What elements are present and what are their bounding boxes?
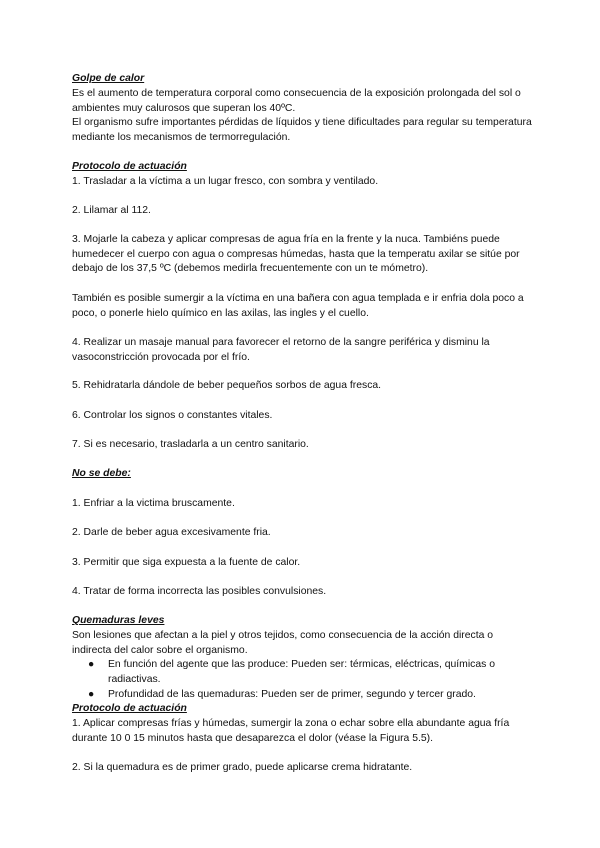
list-item: 2. Darle de beber agua excesivamente fria. xyxy=(72,527,271,538)
list-item: 1. Enfriar a la victima bruscamente. xyxy=(72,498,235,509)
section-heading-protocolo: Protocolo de actuación xyxy=(72,703,187,714)
bullet-icon: ● xyxy=(88,689,95,700)
bullet-text: En función del agente que las produce: Pueden ser: térmicas, eléctricas, químicas o radiactivas. xyxy=(108,659,495,685)
paragraph: Son lesiones que afectan a la piel y otros tejidos, como consecuencia de la acción directa o indirecta del calor sobre el organismo. xyxy=(72,630,494,656)
paragraph: El organismo sufre importantes pérdidas de líquidos y tiene dificultades para regular su temperatura mediante los mecanismos de termorregulación. xyxy=(72,117,532,143)
list-item: 2. Lilamar al 112. xyxy=(72,205,151,216)
list-item: 7. Si es necesario, trasladarla a un centro sanitario. xyxy=(72,439,309,450)
list-item: 6. Controlar los signos o constantes vitales. xyxy=(72,410,273,421)
list-item: 4. Realizar un masaje manual para favorecer el retorno de la sangre periférica y disminu la vasoconstricción provocada por el frío. xyxy=(72,337,490,363)
list-item: 1. Aplicar compresas frías y húmedas, sumergir la zona o echar sobre ella abundante agua fría durante 10 0 15 minutos hasta que desaparezca el dolor (véase la Figura 5.5). xyxy=(72,718,510,744)
paragraph: Es el aumento de temperatura corporal como consecuencia de la exposición prolongada del sol o ambientes muy calurosos que superan los 40ºC. xyxy=(72,88,521,114)
list-item: 1. Trasladar a la víctima a un lugar fresco, con sombra y ventilado. xyxy=(72,176,379,187)
list-item: 2. Si la quemadura es de primer grado, puede aplicarse crema hidratante. xyxy=(72,762,413,773)
list-item: 3. Permitir que siga expuesta a la fuente de calor. xyxy=(72,557,301,568)
section-heading-golpe-de-calor: Golpe de calor xyxy=(72,73,145,84)
list-item: También es posible sumergir a la víctima en una bañera con agua templada e ir enfria dola poco a poco, o ponerle hielo químico en las axilas, las ingles y el cuello. xyxy=(72,293,524,319)
list-item: 5. Rehidratarla dándole de beber pequeños sorbos de agua fresca. xyxy=(72,380,382,391)
list-item: 3. Mojarle la cabeza y aplicar compresas de agua fría en la frente y la nuca. Tambiéns puede humedecer el cuerpo con agua o compresas húmedas, hasta que la temperatu axilar se sitúe por debajo de los 37,5 ºC (debemos medirla frecuentemente con un te mómetro). xyxy=(72,234,520,275)
section-heading-no-se-debe: No se debe: xyxy=(72,468,131,479)
list-item: 4. Tratar de forma incorrecta las posibles convulsiones. xyxy=(72,586,327,597)
bullet-text: Profundidad de las quemaduras: Pueden ser de primer, segundo y tercer grado. xyxy=(108,689,476,700)
bullet-icon: ● xyxy=(88,659,95,670)
section-heading-protocolo: Protocolo de actuación xyxy=(72,161,187,172)
section-heading-quemaduras-leves: Quemaduras leves xyxy=(72,615,165,626)
